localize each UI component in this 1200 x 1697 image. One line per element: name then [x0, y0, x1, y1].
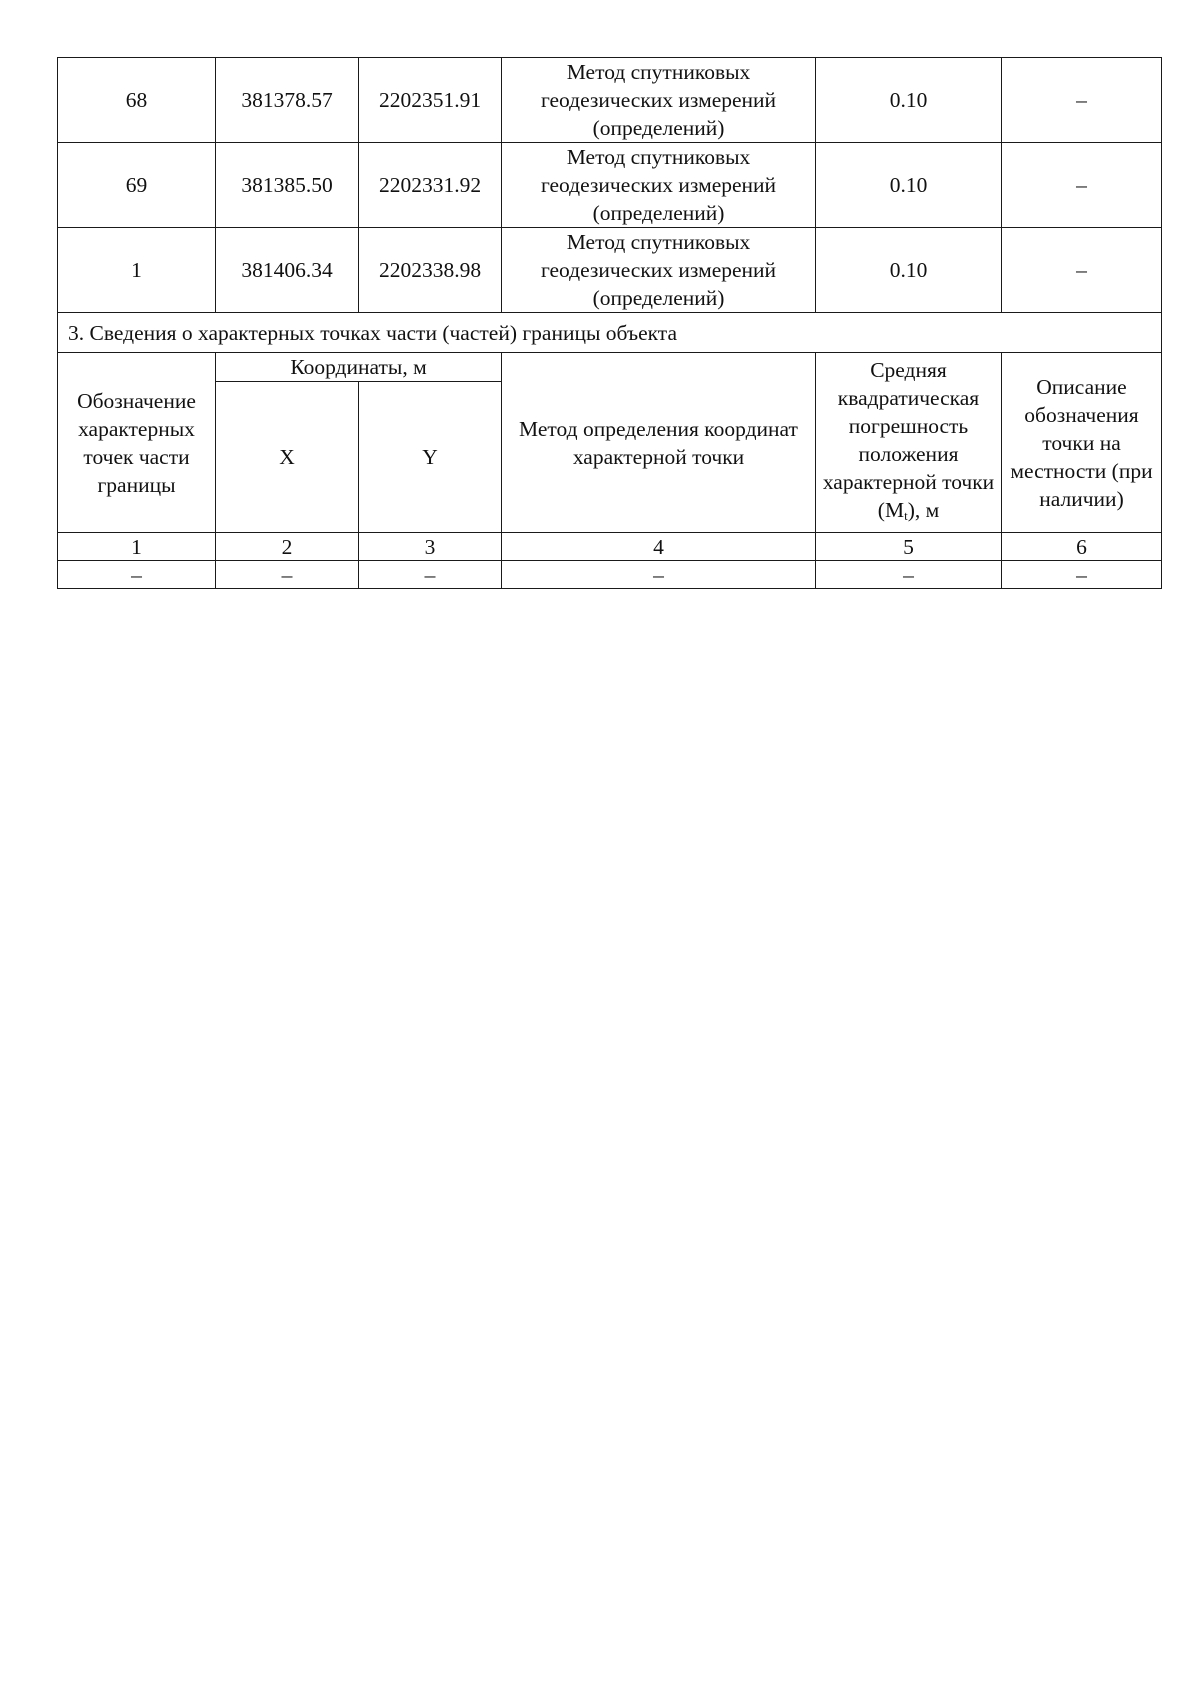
empty-cell: – — [816, 561, 1002, 589]
method-cell: Метод спутниковых геодезических измерений (определений) — [502, 228, 816, 313]
x-header: X — [216, 382, 359, 533]
x-coordinate-cell: 381406.34 — [216, 228, 359, 313]
table-row — [58, 58, 1162, 143]
precision-cell: 0.10 — [816, 58, 1002, 143]
empty-cell: – — [502, 561, 816, 589]
x-coordinate-cell: 381385.50 — [216, 143, 359, 228]
table-row — [58, 228, 1162, 313]
empty-cell: – — [58, 561, 216, 589]
precision-cell: 0.10 — [816, 228, 1002, 313]
header-row — [58, 353, 1162, 382]
method-header: Метод определения координат характерной точки — [502, 353, 816, 533]
point-number-cell: 69 — [58, 143, 216, 228]
y-coordinate-cell: 2202331.92 — [359, 143, 502, 228]
column-number: 3 — [359, 533, 502, 561]
column-number: 6 — [1002, 533, 1162, 561]
table-row — [58, 561, 1162, 589]
column-number: 1 — [58, 533, 216, 561]
precision-header-tail: ), м — [907, 497, 940, 522]
column-number: 2 — [216, 533, 359, 561]
precision-header-subscript: t — [904, 507, 908, 523]
point-number-cell: 68 — [58, 58, 216, 143]
y-coordinate-cell: 2202338.98 — [359, 228, 502, 313]
method-cell: Метод спутниковых геодезических измерений (определений) — [502, 58, 816, 143]
column-numbers-row — [58, 533, 1162, 561]
designation-header: Обозначение характерных точек части границы — [58, 353, 216, 533]
section-title: 3. Сведения о характерных точках части (частей) границы объекта — [58, 313, 1162, 353]
empty-cell: – — [1002, 561, 1162, 589]
column-number: 5 — [816, 533, 1002, 561]
coordinates-header: Координаты, м — [216, 353, 502, 382]
section-title-row — [58, 313, 1162, 353]
description-cell: – — [1002, 58, 1162, 143]
y-coordinate-cell: 2202351.91 — [359, 58, 502, 143]
table-row — [58, 143, 1162, 228]
description-header: Описание обозначения точки на местности (при наличии) — [1002, 353, 1162, 533]
point-number-cell: 1 — [58, 228, 216, 313]
empty-cell: – — [216, 561, 359, 589]
boundary-points-table — [57, 57, 1162, 589]
precision-header-main: Средняя квадратическая погрешность положения характерной точки (M — [822, 357, 995, 522]
precision-cell: 0.10 — [816, 143, 1002, 228]
precision-header — [816, 353, 1002, 533]
description-cell: – — [1002, 143, 1162, 228]
empty-cell: – — [359, 561, 502, 589]
column-number: 4 — [502, 533, 816, 561]
method-cell: Метод спутниковых геодезических измерений (определений) — [502, 143, 816, 228]
description-cell: – — [1002, 228, 1162, 313]
x-coordinate-cell: 381378.57 — [216, 58, 359, 143]
y-header: Y — [359, 382, 502, 533]
